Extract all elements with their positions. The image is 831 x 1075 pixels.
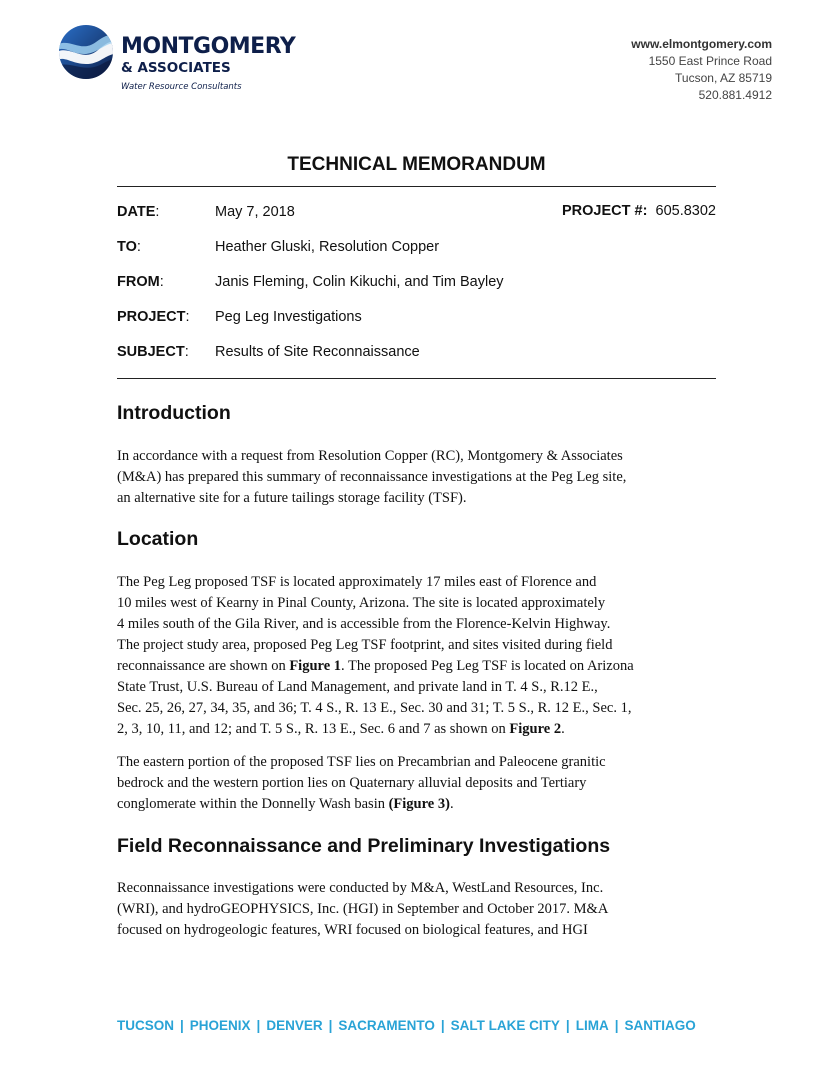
header-top-rule <box>117 186 716 187</box>
office-santiago: SANTIAGO <box>624 1018 696 1033</box>
from-value: Janis Fleming, Colin Kikuchi, and Tim Bayley <box>215 274 504 290</box>
introduction-heading: Introduction <box>117 402 231 424</box>
office-phoenix: PHOENIX <box>189 1018 251 1033</box>
street-address: 1550 East Prince Road <box>648 54 772 68</box>
address-block <box>631 36 772 104</box>
office-tucson: TUCSON <box>117 1018 174 1033</box>
to-value: Heather Gluski, Resolution Copper <box>215 239 440 255</box>
date-value: May 7, 2018 <box>215 204 295 220</box>
office-sacramento: SACRAMENTO <box>338 1018 435 1033</box>
office-lima: LIMA <box>575 1018 609 1033</box>
brand-subname: & ASSOCIATES <box>121 60 231 76</box>
project-value: Peg Leg Investigations <box>215 309 362 325</box>
location-paragraph-2: The eastern portion of the proposed TSF lies on Precambrian and Paleocene granitic bedrock and the western portion lies on Quaternary alluvial deposits and Tertiary conglomerate within the Donnelly Wash basin (Figure 3). <box>117 754 606 812</box>
date-label: DATE: <box>117 204 160 220</box>
introduction-paragraph: In accordance with a request from Resolution Copper (RC), Montgomery & Associates (M&A) has prepared this summary of reconnaissance investigations at the Peg Leg site, an alternative site for a future tailings storage facility (TSF). <box>117 448 627 506</box>
memo-title: TECHNICAL MEMORANDUM <box>287 154 546 175</box>
phone-number: 520.881.4912 <box>698 88 772 102</box>
field-reconnaissance-heading: Field Reconnaissance and Preliminary Investigations <box>117 835 611 857</box>
brand-tagline: Water Resource Consultants <box>121 82 242 92</box>
footer-offices: TUCSON | PHOENIX | DENVER | SACRAMENTO | SALT LAKE CITY | LIMA | SANTIAGO <box>117 1018 696 1033</box>
from-label: FROM: <box>117 274 164 290</box>
header-bottom-rule <box>117 378 716 379</box>
office-denver: DENVER <box>266 1018 323 1033</box>
website-link[interactable]: www.elmontgomery.com <box>631 37 772 51</box>
brand-name: MONTGOMERY <box>121 34 296 59</box>
city-address: Tucson, AZ 85719 <box>675 71 772 85</box>
location-paragraph-1: The Peg Leg proposed TSF is located approximately 17 miles east of Florence and 10 miles west of Kearny in Pinal County, Arizona. The site is located approximately 4 miles south of the Gila River, and is accessible from the Florence-Kelvin Highway. The project study area, proposed Peg Leg TSF footprint, and sites visited during field reconnaissance are shown on Figure 1. The proposed Peg Leg TSF is located on Arizona State Trust, U.S. Bureau of Land Management, and private land in T. 4 S., R.12 E., Sec. 25, 26, 27, 34, 35, and 36; T. 4 S., R. 13 E., Sec. 30 and 31; T. 5 S., R. 12 E., Sec. 1, 2, 3, 10, 11, and 12; and T. 5 S., R. 13 E., Sec. 6 and 7 as shown on Figure 2. <box>117 574 634 737</box>
project-label: PROJECT: <box>117 309 190 325</box>
location-heading: Location <box>117 528 199 550</box>
globe-logo-icon <box>58 24 114 80</box>
company-logo <box>58 24 318 96</box>
subject-label: SUBJECT: <box>117 344 189 360</box>
figure-3-ref: (Figure 3) <box>388 796 450 812</box>
project-number: PROJECT #: 605.8302 <box>562 203 716 219</box>
figure-1-ref: Figure 1 <box>289 658 342 674</box>
subject-value: Results of Site Reconnaissance <box>215 344 420 360</box>
figure-2-ref: Figure 2 <box>509 721 562 737</box>
field-reconnaissance-paragraph: Reconnaissance investigations were conducted by M&A, WestLand Resources, Inc. (WRI), and hydroGEOPHYSICS, Inc. (HGI) in September and October 2017. M&A focused on hydrogeologic features, WRI focused on biological features, and HGI <box>117 880 609 938</box>
office-salt-lake-city: SALT LAKE CITY <box>450 1018 560 1033</box>
to-label: TO: <box>117 239 141 255</box>
